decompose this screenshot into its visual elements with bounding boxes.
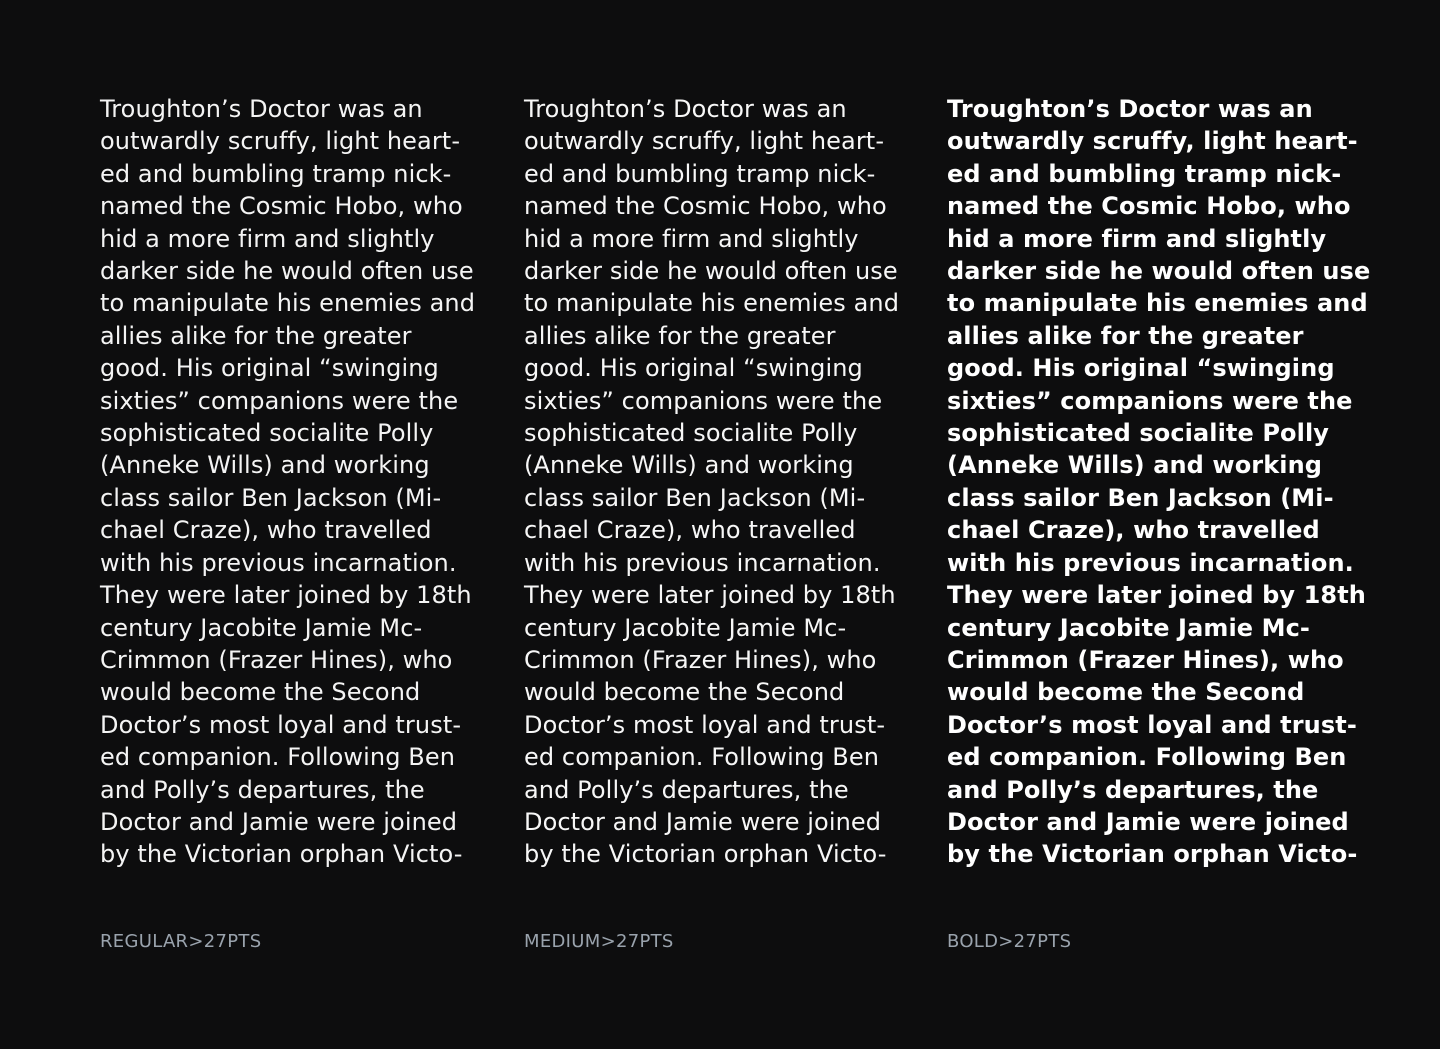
paragraph-line: outwardly scruffy, light heart-: [947, 127, 1358, 156]
paragraph-line: Troughton’s Doctor was an: [524, 95, 847, 123]
paragraph-line: Doctor’s most loyal and trust-: [524, 710, 886, 739]
paragraph-line: outwardly scruffy, light heart-: [524, 127, 885, 156]
paragraph-line: by the Victorian orphan Victo-: [100, 840, 463, 869]
paragraph-line: Doctor and Jamie were joined: [947, 807, 1349, 836]
paragraph-line: good. His original “swinging: [524, 354, 863, 383]
paragraph-line: with his previous incarnation.: [947, 548, 1354, 577]
paragraph-line: ed companion. Following Ben: [524, 743, 880, 772]
paragraph-line: They were later joined by 18th: [100, 581, 472, 610]
paragraph-line: with his previous incarnation.: [524, 548, 881, 577]
paragraph-line: by the Victorian orphan Victo-: [947, 840, 1358, 869]
paragraph-line: (Anneke Wills) and working: [524, 451, 854, 480]
paragraph-line: darker side he would often use: [947, 257, 1371, 286]
paragraph-line: outwardly scruffy, light heart-: [100, 127, 461, 156]
paragraph-line: Doctor’s most loyal and trust-: [947, 710, 1357, 739]
paragraph-line: century Jacobite Jamie Mc-: [100, 613, 423, 642]
specimen-column-bold: [947, 93, 1371, 871]
paragraph-line: would become the Second: [524, 678, 845, 707]
paragraph-line: with his previous incarnation.: [100, 548, 457, 577]
paragraph-line: ed and bumbling tramp nick-: [100, 159, 452, 188]
paragraph-line: ed companion. Following Ben: [947, 743, 1347, 772]
paragraph-line: chael Craze), who travelled: [100, 516, 432, 545]
paragraph-line: allies alike for the greater: [947, 321, 1304, 350]
paragraph-line: century Jacobite Jamie Mc-: [524, 613, 847, 642]
paragraph-line: good. His original “swinging: [947, 354, 1335, 383]
paragraph-line: to manipulate his enemies and: [100, 289, 476, 318]
weight-caption-regular: REGULAR>27PTS: [100, 931, 262, 952]
paragraph-line: sophisticated socialite Polly: [524, 419, 858, 448]
paragraph-line: ed companion. Following Ben: [100, 743, 456, 772]
paragraph-line: ed and bumbling tramp nick-: [524, 159, 876, 188]
paragraph-line: sixties” companions were the: [947, 386, 1353, 415]
paragraph-line: They were later joined by 18th: [947, 581, 1366, 610]
paragraph-line: class sailor Ben Jackson (Mi-: [524, 483, 866, 512]
weight-caption-medium: MEDIUM>27PTS: [524, 931, 674, 952]
specimen-paragraph-bold: [947, 93, 1371, 871]
paragraph-line: Troughton’s Doctor was an: [100, 95, 423, 123]
paragraph-line: would become the Second: [947, 678, 1305, 707]
paragraph-line: by the Victorian orphan Victo-: [524, 840, 887, 869]
paragraph-line: They were later joined by 18th: [524, 581, 896, 610]
paragraph-line: ed and bumbling tramp nick-: [947, 159, 1342, 188]
weight-caption-bold: BOLD>27PTS: [947, 931, 1072, 952]
paragraph-line: named the Cosmic Hobo, who: [100, 192, 463, 221]
paragraph-line: good. His original “swinging: [100, 354, 439, 383]
paragraph-line: darker side he would often use: [524, 257, 898, 286]
paragraph-line: hid a more firm and slightly: [100, 224, 435, 253]
paragraph-line: Doctor and Jamie were joined: [524, 807, 882, 836]
paragraph-line: Doctor and Jamie were joined: [100, 807, 458, 836]
paragraph-line: Troughton’s Doctor was an: [947, 95, 1313, 123]
specimen-column-regular: [100, 93, 500, 871]
paragraph-line: and Polly’s departures, the: [947, 775, 1319, 804]
paragraph-line: hid a more firm and slightly: [947, 224, 1327, 253]
paragraph-line: and Polly’s departures, the: [524, 775, 849, 804]
paragraph-line: would become the Second: [100, 678, 421, 707]
paragraph-line: allies alike for the greater: [100, 321, 412, 350]
paragraph-line: sophisticated socialite Polly: [100, 419, 434, 448]
paragraph-line: (Anneke Wills) and working: [947, 451, 1323, 480]
specimen-paragraph-medium: [524, 93, 924, 871]
paragraph-line: to manipulate his enemies and: [947, 289, 1368, 318]
paragraph-line: named the Cosmic Hobo, who: [947, 192, 1351, 221]
paragraph-line: century Jacobite Jamie Mc-: [947, 613, 1310, 642]
paragraph-line: hid a more firm and slightly: [524, 224, 859, 253]
paragraph-line: Crimmon (Frazer Hines), who: [100, 645, 453, 674]
paragraph-line: sixties” companions were the: [100, 386, 459, 415]
paragraph-line: (Anneke Wills) and working: [100, 451, 430, 480]
paragraph-line: chael Craze), who travelled: [524, 516, 856, 545]
paragraph-line: class sailor Ben Jackson (Mi-: [947, 483, 1334, 512]
paragraph-line: class sailor Ben Jackson (Mi-: [100, 483, 442, 512]
paragraph-line: chael Craze), who travelled: [947, 516, 1320, 545]
paragraph-line: darker side he would often use: [100, 257, 474, 286]
specimen-paragraph-regular: [100, 93, 500, 871]
paragraph-line: to manipulate his enemies and: [524, 289, 900, 318]
paragraph-line: Crimmon (Frazer Hines), who: [524, 645, 877, 674]
paragraph-line: allies alike for the greater: [524, 321, 836, 350]
specimen-column-medium: [524, 93, 924, 871]
paragraph-line: Crimmon (Frazer Hines), who: [947, 645, 1344, 674]
paragraph-line: named the Cosmic Hobo, who: [524, 192, 887, 221]
paragraph-line: and Polly’s departures, the: [100, 775, 425, 804]
paragraph-line: sixties” companions were the: [524, 386, 883, 415]
paragraph-line: Doctor’s most loyal and trust-: [100, 710, 462, 739]
paragraph-line: sophisticated socialite Polly: [947, 419, 1330, 448]
